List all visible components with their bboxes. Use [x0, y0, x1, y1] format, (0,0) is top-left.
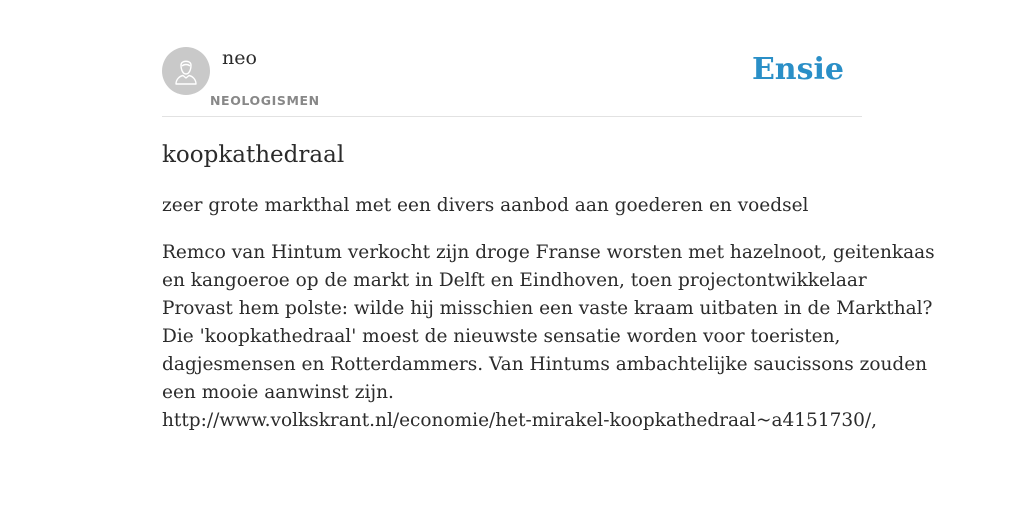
entry-title: koopkathedraal: [162, 142, 345, 168]
brand-logo[interactable]: Ensie: [751, 52, 844, 87]
example-line: Die 'koopkathedraal' moest de nieuwste sensatie worden voor toeristen,: [162, 326, 841, 347]
avatar[interactable]: [162, 47, 210, 95]
example-line: Remco van Hintum verkocht zijn droge Franse worsten met hazelnoot, geitenkaas: [162, 242, 935, 263]
example-line: Provast hem polste: wilde hij misschien een vaste kraam uitbaten in de Markthal?: [162, 298, 933, 319]
source-link[interactable]: http://www.volkskrant.nl/economie/het-mirakel-koopkathedraal~a4151730/,: [162, 410, 878, 431]
category-label[interactable]: NEOLOGISMEN: [210, 93, 320, 108]
entry-example: [162, 239, 935, 435]
entry-header: [162, 0, 862, 117]
entry-definition: zeer grote markthal met een divers aanbod aan goederen en voedsel: [162, 195, 809, 216]
author-name[interactable]: neo: [222, 47, 257, 69]
example-line: en kangoeroe op de markt in Delft en Eindhoven, toen projectontwikkelaar: [162, 270, 867, 291]
user-silhouette-icon: [162, 47, 210, 95]
example-line: dagjesmensen en Rotterdammers. Van Hintums ambachtelijke saucissons zouden: [162, 354, 928, 375]
example-line: een mooie aanwinst zijn.: [162, 382, 394, 403]
entry-card: [162, 0, 935, 431]
